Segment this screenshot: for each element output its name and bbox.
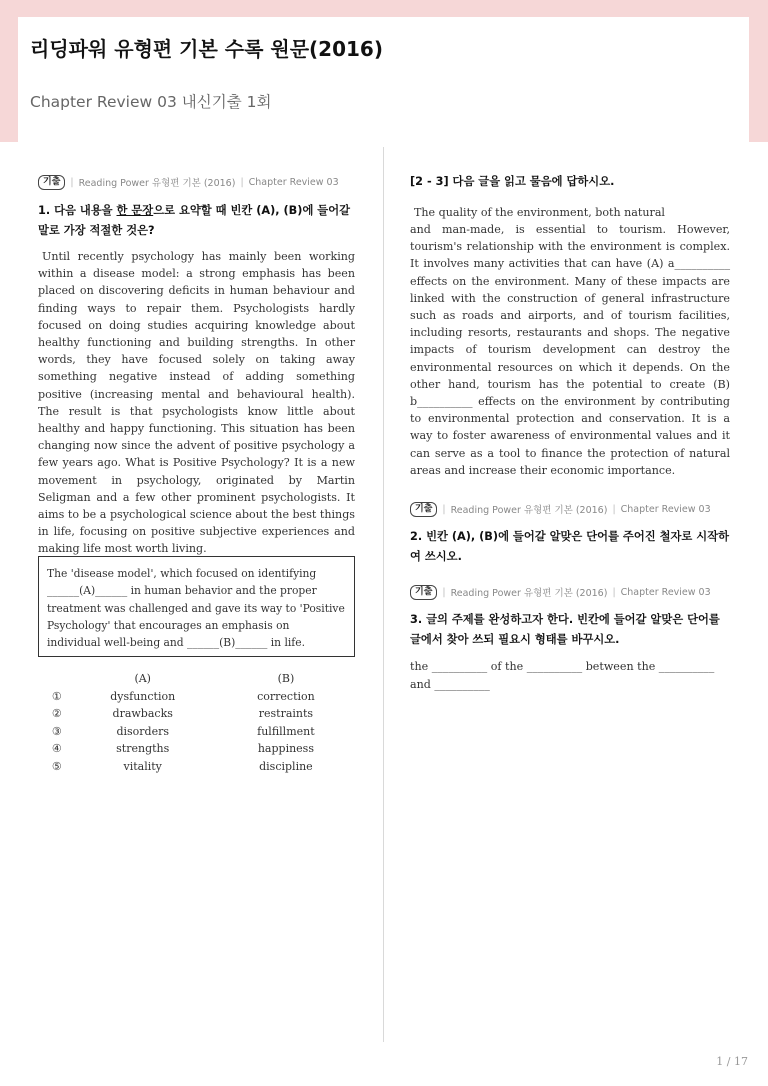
q1-question-post: 으로 요약할 때 빈칸 (A), (B)에 들어갈 말로 가장 적절한 것은? <box>38 204 351 237</box>
q23-passage: and man-made, is essential to tourism. However, tourism's relationship with the environment is complex. It involves many activities that can have (A) a__________ effects on the environment. Many of these impacts are linked with the construction of general infrastructure such as roads and airports, and of tourism facilities, including resorts, restaurants and shops. The negative impacts of tourism development can destroy the environmental resources on which it depends. On the other hand, tourism has the potential to create (B) b__________ effects on the environment by contributing to environmental protection and conservation. It is a way to foster awareness of environmental values and it can serve as a tool to finance the protection of natural areas and increase their economic importance. <box>410 223 730 477</box>
q3-fill-line-2: and __________ <box>410 678 490 691</box>
q3-fill-line-1: the __________ of the __________ between the __________ <box>410 660 715 673</box>
q3-source-tag <box>410 584 711 600</box>
q3-chapter: Chapter Review 03 <box>620 586 711 598</box>
summary-text: The 'disease model', which focused on identifying ______(A)______ in human behavior and the proper treatment was challenged and gave its way to 'Positive Psychology' that encourages an emphasis on individual well-being and ______(B)______ in life. <box>47 567 345 650</box>
separator: | <box>240 176 244 188</box>
q3-source: Reading Power 유형편 기본 (2016) <box>450 588 608 599</box>
page-number: 1 / 17 <box>716 1055 748 1068</box>
option-a: strengths <box>116 742 170 755</box>
q2-badge: 기출 <box>410 502 437 517</box>
separator: | <box>70 176 74 188</box>
option-a: disorders <box>116 724 169 738</box>
q1-question-pre: 1. 다음 내용을 <box>38 204 117 217</box>
q23-passage-first-line: The quality of the environment, both natural <box>414 206 665 219</box>
column-b-label: (B) <box>277 672 295 685</box>
q1-badge: 기출 <box>38 175 65 190</box>
q1-question-underlined: 한 문장 <box>116 204 154 217</box>
option-row[interactable] <box>40 688 360 706</box>
separator: | <box>612 503 616 515</box>
answer-options <box>40 670 360 775</box>
option-b: correction <box>257 689 315 703</box>
q1-source-tag <box>38 174 339 190</box>
q3-question: 3. 글의 주제를 완성하고자 한다. 빈칸에 들어갈 알맞은 단어를 글에서 찾아 쓰되 필요시 형태를 바꾸시오. <box>410 613 720 646</box>
option-number: ④ <box>51 742 62 755</box>
options-header-num <box>40 670 74 688</box>
option-row[interactable] <box>40 705 360 723</box>
column-divider <box>383 147 384 1042</box>
q1-passage: Until recently psychology has mainly been working within a disease model: a strong emphasis has been placed on discovering deficits in human behaviour and finding ways to repair them. Psychologists hardly focused on doing studies acquiring knowledge about healthy functioning and building strengths. In other words, they have focused solely on taking away something negative instead of adding something positive (increasing mental and behavioural health). The result is that psychologists know little about healthy and happy functioning. This situation has been changing now since the advent of positive psychology a few years ago. What is Positive Psychology? It is a new movement in psychology, originated by Martin Seligman and a few other prominent psychologists. It aims to be a psychological science about the best things in life, focusing on positive subjective experiences and making life most worth living. <box>38 250 355 556</box>
q1-question <box>38 201 358 241</box>
q2-question: 2. 빈칸 (A), (B)에 들어갈 알맞은 단어를 주어진 철자로 시작하여 쓰시오. <box>410 530 730 563</box>
separator: | <box>612 586 616 598</box>
q3-fill-in <box>410 658 730 694</box>
option-number: ① <box>51 689 62 703</box>
q1-source: Reading Power 유형편 기본 (2016) <box>78 178 236 189</box>
option-a: vitality <box>123 759 162 773</box>
separator: | <box>442 586 446 598</box>
option-row[interactable] <box>40 758 360 776</box>
q2-chapter: Chapter Review 03 <box>620 503 711 515</box>
option-number: ⑤ <box>51 759 62 773</box>
q1-chapter: Chapter Review 03 <box>248 176 339 188</box>
q2-source: Reading Power 유형편 기본 (2016) <box>450 505 608 516</box>
options-header <box>40 670 360 688</box>
option-number: ③ <box>51 724 62 738</box>
option-a: dysfunction <box>110 689 176 703</box>
summary-box <box>38 556 355 657</box>
option-b: restraints <box>258 707 314 720</box>
column-a-label: (A) <box>134 672 151 685</box>
document-title: 리딩파워 유형편 기본 수록 원문(2016) <box>30 37 383 61</box>
q2-source-tag <box>410 501 711 517</box>
document-subtitle: Chapter Review 03 내신기출 1회 <box>30 93 272 111</box>
option-b: discipline <box>259 759 313 773</box>
option-row[interactable] <box>40 740 360 758</box>
option-b: fulfillment <box>257 724 315 738</box>
option-row[interactable] <box>40 723 360 741</box>
option-number: ② <box>51 707 62 720</box>
option-a: drawbacks <box>112 707 173 720</box>
separator: | <box>442 503 446 515</box>
q3-badge: 기출 <box>410 585 437 600</box>
q23-instruction: [2 - 3] 다음 글을 읽고 물음에 답하시오. <box>410 175 615 188</box>
option-b: happiness <box>257 742 314 755</box>
